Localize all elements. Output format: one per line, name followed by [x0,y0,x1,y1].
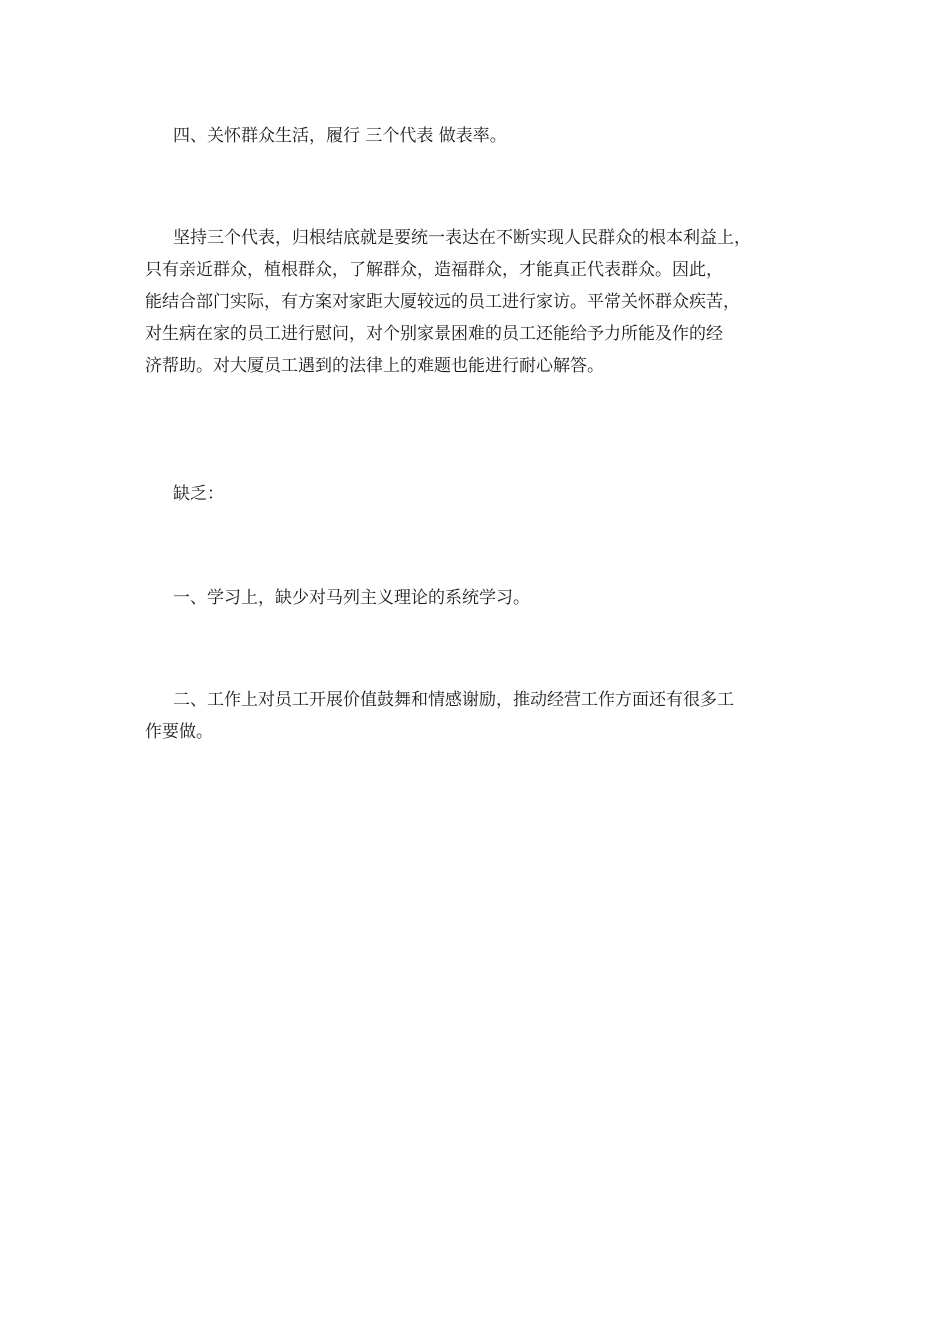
paragraph-line: 对生病在家的员工进行慰问，对个别家景困难的员工还能给予力所能及作的经 [145,324,723,344]
shortcomings-heading [145,478,815,510]
paragraph-line: 济帮助。对大厦员工遇到的法律上的难题也能进行耐心解答。 [145,356,604,376]
shortcoming-item-one [145,582,815,614]
paragraph-line: 只有亲近群众，植根群众，了解群众，造福群众，才能真正代表群众。因此， [145,260,723,280]
paragraph-line: 一、学习上，缺少对马列主义理论的系统学习。 [173,588,530,608]
paragraph-line: 四、关怀群众生活，履行 三个代表 做表率。 [173,126,507,146]
paragraph-line: 缺乏： [173,484,224,504]
paragraph-line: 坚持三个代表，归根结底就是要统一表达在不断实现人民群众的根本利益上， [173,228,751,248]
section-heading-four [145,120,815,152]
shortcoming-item-two [145,684,815,748]
paragraph-line: 二、工作上对员工开展价值鼓舞和情感谢励，推动经营工作方面还有很多工 [173,690,734,710]
body-paragraph [145,222,815,382]
paragraph-line: 能结合部门实际，有方案对家距大厦较远的员工进行家访。平常关怀群众疾苦， [145,292,740,312]
paragraph-line: 作要做。 [145,722,213,742]
